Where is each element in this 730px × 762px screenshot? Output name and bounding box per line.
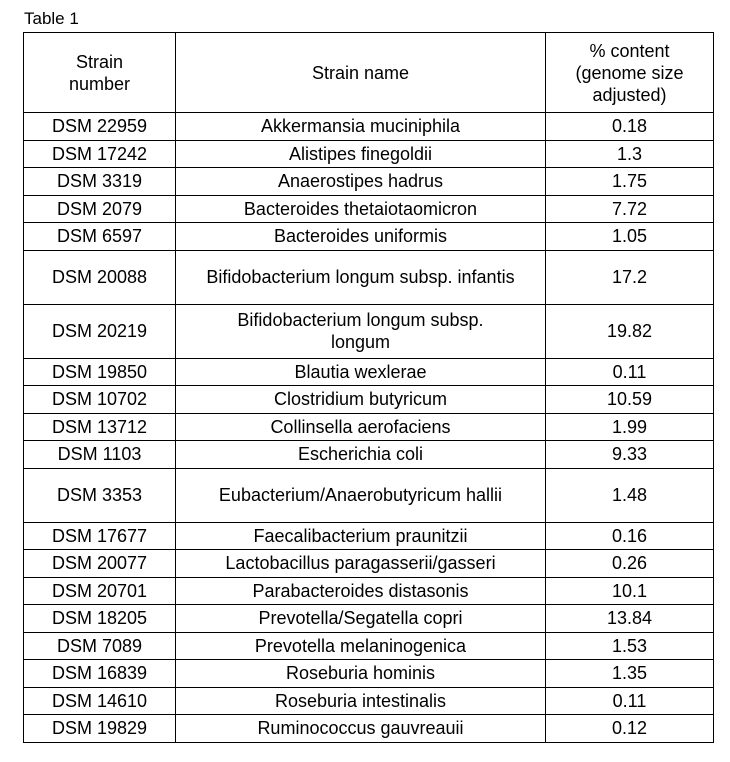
cell-content: 10.1 — [546, 577, 714, 605]
cell-strain-number: DSM 17242 — [24, 140, 176, 168]
table-row — [24, 113, 714, 141]
cell-strain-name: Alistipes finegoldii — [176, 140, 546, 168]
cell-strain-name: Bifidobacterium longum subsp. longum — [176, 304, 546, 358]
table-row — [24, 715, 714, 743]
table-row — [24, 413, 714, 441]
cell-strain-number: DSM 20219 — [24, 304, 176, 358]
cell-strain-number: DSM 3353 — [24, 468, 176, 522]
table-row — [24, 304, 714, 358]
header-strain-number: Strain number — [24, 33, 176, 113]
table-row — [24, 195, 714, 223]
cell-strain-number: DSM 3319 — [24, 168, 176, 196]
table-row — [24, 386, 714, 414]
table-row — [24, 250, 714, 304]
table-header-row — [24, 33, 714, 113]
cell-strain-number: DSM 13712 — [24, 413, 176, 441]
cell-strain-name: Clostridium butyricum — [176, 386, 546, 414]
cell-strain-name: Collinsella aerofaciens — [176, 413, 546, 441]
cell-content: 0.16 — [546, 522, 714, 550]
table-row — [24, 441, 714, 469]
table-row — [24, 632, 714, 660]
cell-content: 13.84 — [546, 605, 714, 633]
cell-strain-name: Bifidobacterium longum subsp. infantis — [176, 250, 546, 304]
table-row — [24, 223, 714, 251]
cell-strain-number: DSM 7089 — [24, 632, 176, 660]
cell-strain-number: DSM 19829 — [24, 715, 176, 743]
cell-strain-number: DSM 22959 — [24, 113, 176, 141]
table-row — [24, 140, 714, 168]
cell-content: 1.48 — [546, 468, 714, 522]
cell-strain-number: DSM 2079 — [24, 195, 176, 223]
cell-content: 0.12 — [546, 715, 714, 743]
table-row — [24, 687, 714, 715]
cell-strain-name: Escherichia coli — [176, 441, 546, 469]
cell-strain-name: Eubacterium/Anaerobutyricum hallii — [176, 468, 546, 522]
cell-strain-number: DSM 16839 — [24, 660, 176, 688]
table-body — [24, 113, 714, 743]
cell-content: 0.11 — [546, 358, 714, 386]
cell-strain-number: DSM 19850 — [24, 358, 176, 386]
table-row — [24, 550, 714, 578]
cell-strain-number: DSM 20077 — [24, 550, 176, 578]
cell-strain-name: Prevotella/Segatella copri — [176, 605, 546, 633]
cell-content: 1.99 — [546, 413, 714, 441]
cell-content: 1.53 — [546, 632, 714, 660]
cell-strain-number: DSM 17677 — [24, 522, 176, 550]
cell-strain-number: DSM 14610 — [24, 687, 176, 715]
cell-strain-name: Akkermansia muciniphila — [176, 113, 546, 141]
cell-content: 1.05 — [546, 223, 714, 251]
strain-table — [23, 32, 714, 743]
table-row — [24, 577, 714, 605]
cell-strain-name: Prevotella melaninogenica — [176, 632, 546, 660]
cell-strain-name: Roseburia intestinalis — [176, 687, 546, 715]
cell-content: 1.75 — [546, 168, 714, 196]
table-row — [24, 168, 714, 196]
cell-strain-name: Ruminococcus gauvreauii — [176, 715, 546, 743]
table-row — [24, 660, 714, 688]
cell-strain-name: Blautia wexlerae — [176, 358, 546, 386]
cell-content: 17.2 — [546, 250, 714, 304]
cell-strain-name: Bacteroides thetaiotaomicron — [176, 195, 546, 223]
cell-strain-name: Roseburia hominis — [176, 660, 546, 688]
cell-content: 1.3 — [546, 140, 714, 168]
cell-strain-number: DSM 20088 — [24, 250, 176, 304]
table-row — [24, 522, 714, 550]
table-row — [24, 605, 714, 633]
cell-content: 0.26 — [546, 550, 714, 578]
header-content: % content (genome size adjusted) — [546, 33, 714, 113]
cell-content: 7.72 — [546, 195, 714, 223]
cell-strain-number: DSM 18205 — [24, 605, 176, 633]
cell-strain-number: DSM 1103 — [24, 441, 176, 469]
cell-strain-number: DSM 6597 — [24, 223, 176, 251]
cell-content: 0.11 — [546, 687, 714, 715]
cell-strain-number: DSM 20701 — [24, 577, 176, 605]
table-caption: Table 1 — [24, 9, 79, 28]
header-strain-name: Strain name — [176, 33, 546, 113]
cell-strain-name: Anaerostipes hadrus — [176, 168, 546, 196]
cell-content: 1.35 — [546, 660, 714, 688]
cell-strain-name: Lactobacillus paragasserii/gasseri — [176, 550, 546, 578]
cell-strain-number: DSM 10702 — [24, 386, 176, 414]
table-row — [24, 358, 714, 386]
cell-strain-name: Parabacteroides distasonis — [176, 577, 546, 605]
cell-content: 19.82 — [546, 304, 714, 358]
cell-strain-name: Faecalibacterium praunitzii — [176, 522, 546, 550]
cell-content: 10.59 — [546, 386, 714, 414]
table-row — [24, 468, 714, 522]
cell-content: 9.33 — [546, 441, 714, 469]
cell-strain-name: Bacteroides uniformis — [176, 223, 546, 251]
cell-content: 0.18 — [546, 113, 714, 141]
